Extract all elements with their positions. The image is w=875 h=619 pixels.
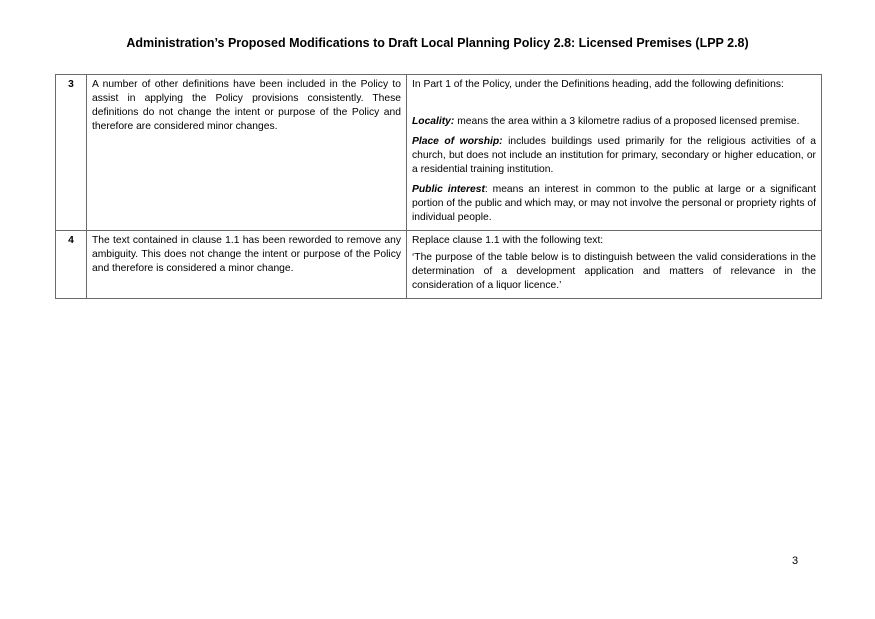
modification-intro: Replace clause 1.1 with the following text: bbox=[412, 235, 604, 246]
definition-locality bbox=[412, 115, 816, 129]
modification-cell bbox=[407, 75, 822, 231]
modification-cell bbox=[407, 231, 822, 299]
reason-cell: A number of other definitions have been included in the Policy to assist in applying the Policy provisions consistently. These definitions do not change the intent or purpose of the Policy and therefore are considered minor changes. bbox=[87, 75, 407, 231]
table-row bbox=[56, 231, 822, 299]
page-title: Administration’s Proposed Modifications to Draft Local Planning Policy 2.8: Licensed Premises (LPP 2.8) bbox=[126, 36, 749, 50]
definition-term: Public interest bbox=[412, 184, 485, 195]
definition-text: includes buildings used primarily for the religious activities of a church, but does not include an institution for primary, secondary or higher education, or a residential training institution. bbox=[412, 136, 816, 175]
table-row bbox=[56, 75, 822, 231]
definition-colon: : bbox=[484, 184, 488, 195]
row-number: 3 bbox=[56, 75, 87, 231]
row-number: 4 bbox=[56, 231, 87, 299]
definition-term: Place of worship: bbox=[412, 136, 503, 147]
modifications-table bbox=[55, 74, 822, 299]
definition-public-interest bbox=[412, 183, 816, 225]
replacement-text: ‘The purpose of the table below is to distinguish between the valid considerations in the determination of a development application and matters of relevance in the consideration of a liquor licence.’ bbox=[412, 252, 816, 291]
reason-cell: The text contained in clause 1.1 has been reworded to remove any ambiguity. This does not change the intent or purpose of the Policy and therefore is considered a minor change. bbox=[87, 231, 407, 299]
definition-text: means the area within a 3 kilometre radius of a proposed licensed premise. bbox=[454, 116, 800, 127]
page-number: 3 bbox=[792, 555, 799, 567]
modification-intro: In Part 1 of the Policy, under the Definitions heading, add the following definitions: bbox=[412, 79, 784, 90]
definition-text: means an interest in common to the public at large or a significant portion of the public and which may, or may not involve the personal or propriety rights of individual people. bbox=[412, 184, 817, 223]
definition-term: Locality: bbox=[412, 116, 455, 127]
definition-place-of-worship bbox=[412, 135, 816, 177]
